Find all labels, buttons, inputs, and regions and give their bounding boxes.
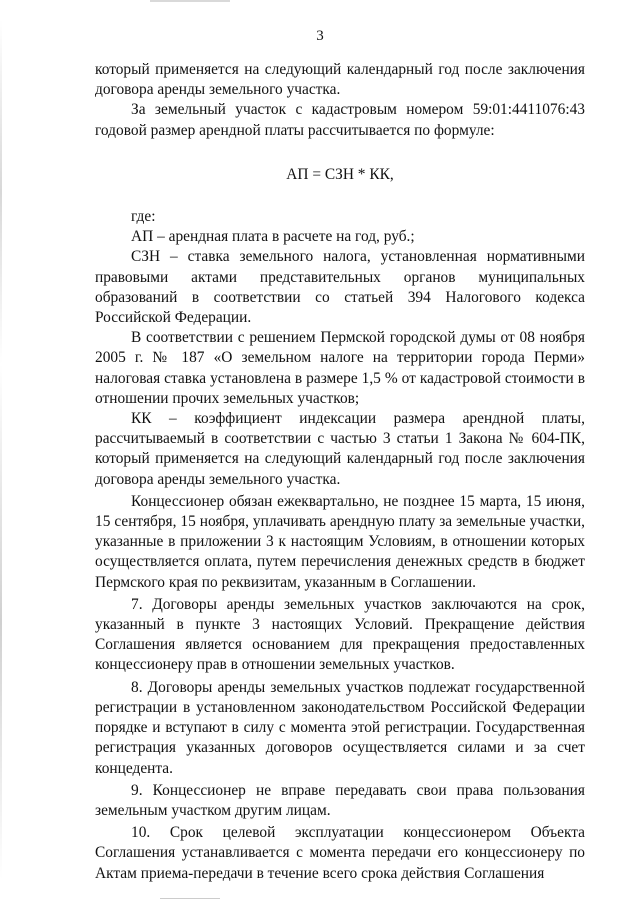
szn-definition: СЗН – ставка земельного налога, установленная нормативными правовыми актами представительных органов муниципальных образований в соответствии со статьей 394 Налогового кодекса Российской Федерации. — [95, 248, 585, 327]
item-9: 9. Концессионер не вправе передавать свои права пользования земельным участком другим лицам. — [95, 781, 585, 819]
scan-bottom-mark — [160, 898, 220, 899]
scan-top-mark — [150, 0, 230, 2]
paragraph-continuation: который применяется на следующий календарный год после заключения договора аренды земельного участка. — [95, 61, 585, 99]
item-10: 10. Срок целевой эксплуатации концессионером Объекта Соглашения устанавливается с момента передачи его концессионеру по Актам приема-передачи в течение всего срока действия Соглашения — [95, 824, 585, 882]
page-number: 3 — [316, 28, 324, 44]
paragraph-cadastral: За земельный участок с кадастровым номером 59:01:4411076:43 годовой размер арендной платы рассчитывается по формуле: — [95, 101, 585, 139]
quarterly-payment-paragraph: Концессионер обязан ежеквартально, не позднее 15 марта, 15 июня, 15 сентября, 15 ноября, уплачивать арендную плату за земельные участки, указанные в приложении 3 к настоящим Условиям, в отношении которых осуществляется оплата, путем перечисления денежных средств в бюджет Пермского края по реквизитам, указанным в Соглашении. — [95, 492, 585, 591]
document-body — [95, 60, 585, 884]
item-7: 7. Договоры аренды земельных участков заключаются на срок, указанный в пункте 3 настоящих Условий. Прекращение действия Соглашения является основанием для прекращения предоставленных концессионеру прав в отношении земельных участков. — [95, 595, 585, 674]
scan-edge-mark — [0, 20, 2, 880]
ap-definition: АП – арендная плата в расчете на год, руб.; — [131, 228, 415, 246]
formula: АП = СЗН * КК, — [286, 165, 394, 183]
city-duma-decision: В соответствии с решением Пермской городской думы от 08 ноября 2005 г. № 187 «О земельном налоге на территории города Перми» налоговая ставка установлена в размере 1,5 % от кадастровой стоимости в отношении прочих земельных участков; — [95, 329, 585, 407]
where-label: где: — [131, 208, 156, 226]
kk-definition: КК – коэффициент индексации размера арендной платы, рассчитываемый в соответствии с частью 3 статьи 1 Закона № 604-ПК, который применяется на следующий календарный год после заключения договора аренды земельного участка. — [95, 410, 585, 488]
item-8: 8. Договоры аренды земельных участков подлежат государственной регистрации в установленном законодательством Российской Федерации порядке и вступают в силу с момента этой регистрации. Государственная регистрация указанных договоров осуществляется силами и за счет концедента. — [95, 678, 585, 777]
